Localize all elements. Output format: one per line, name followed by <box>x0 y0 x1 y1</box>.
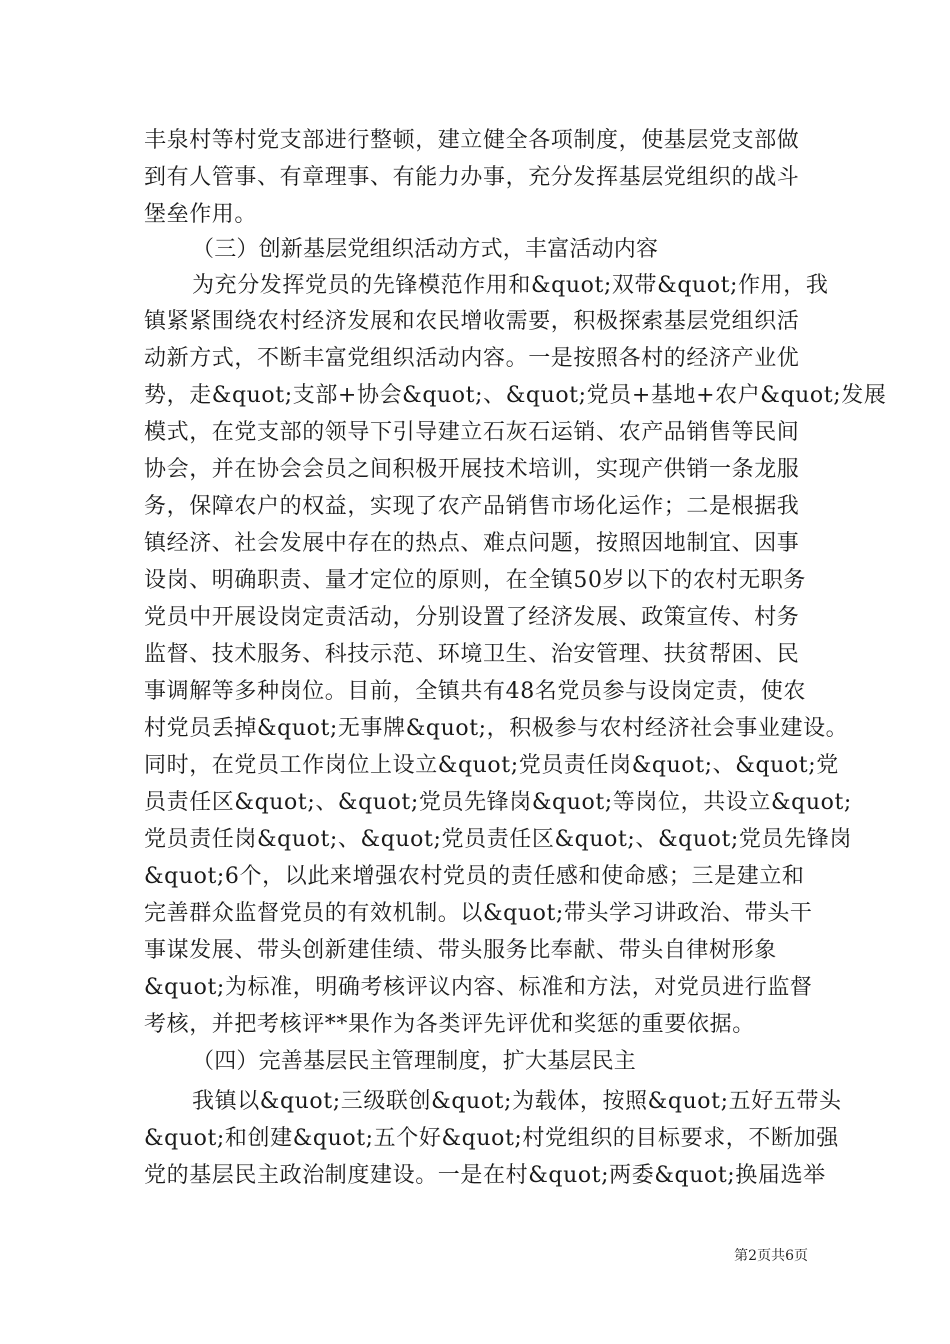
paragraph-line: 势，走&quot;支部+协会&quot;、&quot;党员+基地+农户&quot;发展 <box>144 383 887 408</box>
paragraph-line: 堡垒作用。 <box>144 202 258 227</box>
page-number: 第2页共6页 <box>734 1248 808 1264</box>
paragraph-line: 事调解等多种岗位。目前，全镇共有48名党员参与设岗定责，使农 <box>144 679 806 704</box>
paragraph-line: 动新方式，不断丰富党组织活动内容。一是按照各村的经济产业优 <box>144 346 800 371</box>
paragraph-line: &quot;为标准，明确考核评议内容、标准和方法，对党员进行监督 <box>144 975 813 1000</box>
paragraph-line: &quot;和创建&quot;五个好&quot;村党组织的目标要求，不断加强 <box>144 1126 839 1151</box>
section-heading-3: （三）创新基层党组织活动方式，丰富活动内容 <box>192 237 659 262</box>
paragraph-line: 协会，并在协会会员之间积极开展技术培训，实现产供销一条龙服 <box>144 457 800 482</box>
paragraph-line: 员责任区&quot;、&quot;党员先锋岗&quot;等岗位，共设立&quot; <box>144 790 852 815</box>
paragraph-line: 事谋发展、带头创新建佳绩、带头服务比奉献、带头自律树形象 <box>144 938 777 963</box>
paragraph-line: 村党员丢掉&quot;无事牌&quot;，积极参与农村经济社会事业建设。 <box>144 716 849 741</box>
paragraph-line: 同时，在党员工作岗位上设立&quot;党员责任岗&quot;、&quot;党 <box>144 753 839 778</box>
paragraph-line: 为充分发挥党员的先锋模范作用和&quot;双带&quot;作用，我 <box>192 273 829 298</box>
paragraph-line: 完善群众监督党员的有效机制。以&quot;带头学习讲政治、带头干 <box>144 901 813 926</box>
paragraph-line: &quot;6个，以此来增强农村党员的责任感和使命感；三是建立和 <box>144 864 805 889</box>
paragraph-line: 务，保障农户的权益，实现了农产品销售市场化运作；二是根据我 <box>144 494 800 519</box>
paragraph-line: 党员责任岗&quot;、&quot;党员责任区&quot;、&quot;党员先锋岗 <box>144 827 852 852</box>
paragraph-line: 镇经济、社会发展中存在的热点、难点问题，按照因地制宜、因事 <box>144 531 800 556</box>
paragraph-line: 考核，并把考核评**果作为各类评先评优和奖惩的重要依据。 <box>144 1012 755 1037</box>
paragraph-line: 设岗、明确职责、量才定位的原则，在全镇50岁以下的农村无职务 <box>144 568 806 593</box>
paragraph-line: 监督、技术服务、科技示范、环境卫生、治安管理、扶贫帮困、民 <box>144 642 800 667</box>
paragraph-line: 镇紧紧围绕农村经济发展和农民增收需要，积极探索基层党组织活 <box>144 309 800 334</box>
section-heading-4: （四）完善基层民主管理制度，扩大基层民主 <box>192 1049 637 1074</box>
paragraph-line: 党的基层民主政治制度建设。一是在村&quot;两委&quot;换届选举 <box>144 1163 826 1188</box>
paragraph-line: 到有人管事、有章理事、有能力办事，充分发挥基层党组织的战斗 <box>144 165 800 190</box>
paragraph-line: 丰泉村等村党支部进行整顿，建立健全各项制度，使基层党支部做 <box>144 128 800 153</box>
paragraph-line: 模式，在党支部的领导下引导建立石灰石运销、农产品销售等民间 <box>144 420 800 445</box>
paragraph-line: 党员中开展设岗定责活动，分别设置了经济发展、政策宣传、村务 <box>144 605 800 630</box>
paragraph-line: 我镇以&quot;三级联创&quot;为载体，按照&quot;五好五带头 <box>192 1089 842 1114</box>
